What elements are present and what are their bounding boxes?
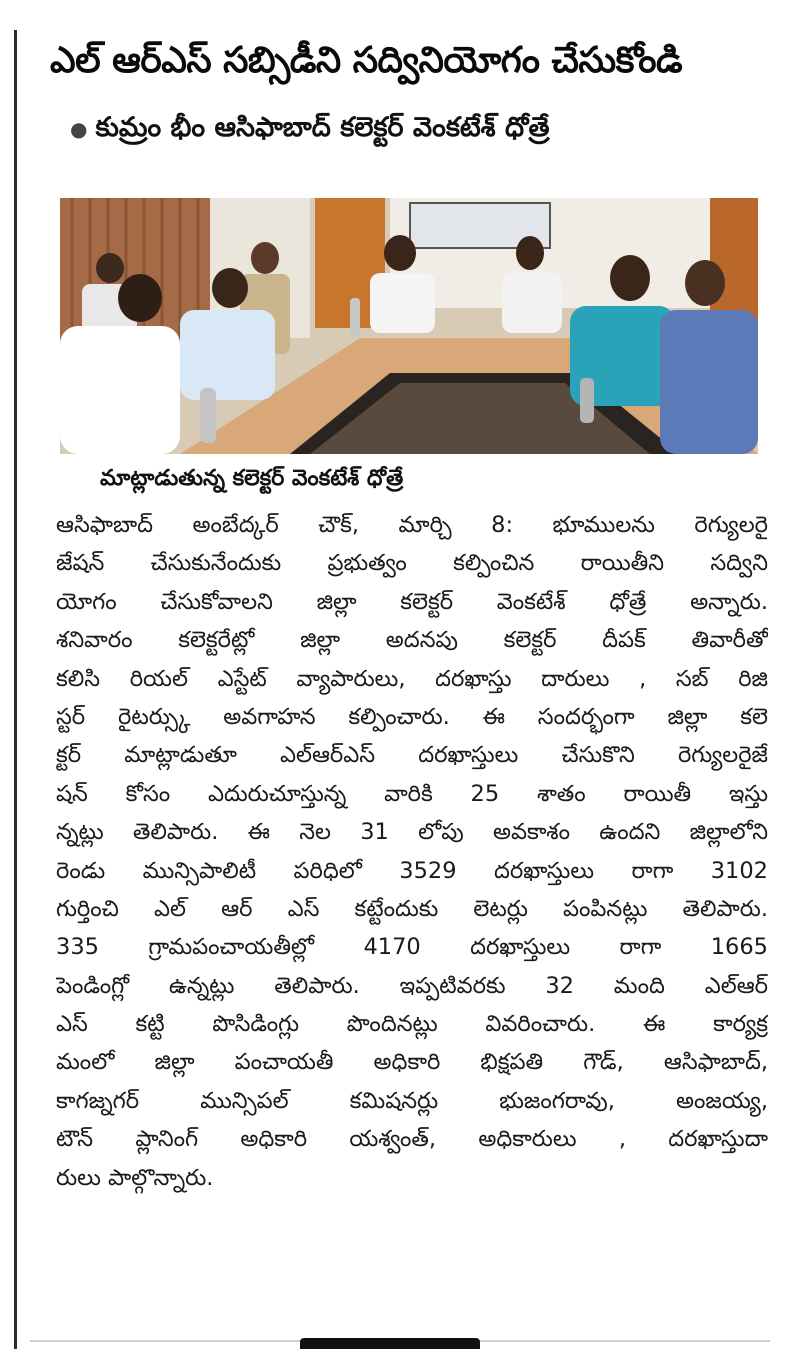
body-line: కాగజ్నగర్ మున్సిపల్ కమిషనర్లు భుజంగరావు, అంజయ్య, <box>56 1087 768 1114</box>
subhead <box>70 112 770 150</box>
body-line: జేషన్ చేసుకునేందుకు ప్రభుత్వం కల్పించిన రాయితీని సద్విని <box>56 550 768 577</box>
body-line: రెండు మున్సిపాలిటీ పరిధిలో 3529 దరఖాస్తులు రాగా 3102 <box>56 857 768 884</box>
meeting-photo <box>60 198 758 454</box>
body-line: మంలో జిల్లా పంచాయతీ అధికారి భిక్షపతి గౌడ్, ఆసిఫాబాద్, <box>56 1049 768 1076</box>
body-line: స్టర్ రైటర్స్కు అవగాహన కల్పించారు. ఈ సందర్భంగా జిల్లా కలె <box>56 703 768 730</box>
photo-caption: మాట్లాడుతున్న కలెక్టర్ వెంకటేశ్ ధోత్రే <box>100 466 404 491</box>
body-line: కలిసి రియల్ ఎస్టేట్ వ్యాపారులు, దరఖాస్తు దారులు , సబ్ రిజి <box>56 665 768 692</box>
body-line: న్నట్లు తెలిపారు. ఈ నెల 31 లోపు అవకాశం ఉందని జిల్లాలోని <box>56 819 768 846</box>
body-line: శనివారం కలెక్టరేట్లో జిల్లా అదనపు కలెక్టర్ దీపక్ తివారీతో <box>56 627 768 654</box>
next-headline-fragment <box>300 1338 480 1349</box>
headline: ఎల్ ఆర్ఎస్ సబ్సిడీని సద్వినియోగం చేసుకోండి <box>50 40 683 81</box>
subhead-text: కుమ్రం భీం ఆసిఫాబాద్ కలెక్టర్ వెంకటేశ్ ధోత్రే <box>95 112 550 143</box>
body-line: రులు పాల్గొన్నారు. <box>56 1164 214 1191</box>
body-line: షన్ కోసం ఎదురుచూస్తున్న వారికి 25 శాతం రాయితీ ఇస్తు <box>56 780 768 807</box>
bullet-icon: ● <box>70 116 88 141</box>
body-line: పెండింగ్లో ఉన్నట్లు తెలిపారు. ఇప్పటివరకు 32 మంది ఎల్ఆర్ <box>56 972 768 999</box>
body-line: యోగం చేసుకోవాలని జిల్లా కలెక్టర్ వెంకటేశ్ ధోత్రే అన్నారు. <box>56 588 768 615</box>
body-line: ఎస్ కట్టి పొసిడింగ్లు పొందినట్లు వివరించారు. ఈ కార్యక్ర <box>56 1011 768 1038</box>
body-line: ఆసిఫాబాద్ అంబేద్కర్ చౌక్, మార్చి 8: భూములను రెగ్యులరై <box>56 512 768 538</box>
column-rule <box>14 30 17 1349</box>
body-line: 335 గ్రామపంచాయతీల్లో 4170 దరఖాస్తులు రాగా 1665 <box>56 934 768 961</box>
body-line: టౌన్ ప్లానింగ్ అధికారి యశ్వంత్, అధికారులు , దరఖాస్తుదా <box>56 1126 768 1153</box>
body-line: గుర్తించి ఎల్ ఆర్ ఎస్ కట్టేందుకు లెటర్లు పంపినట్లు తెలిపారు. <box>56 895 768 922</box>
article-body <box>56 506 768 1197</box>
body-line: క్టర్ మాట్లాడుతూ ఎల్ఆర్ఎస్ దరఖాస్తులు చేసుకొని రెగ్యులరైజే <box>56 742 768 769</box>
